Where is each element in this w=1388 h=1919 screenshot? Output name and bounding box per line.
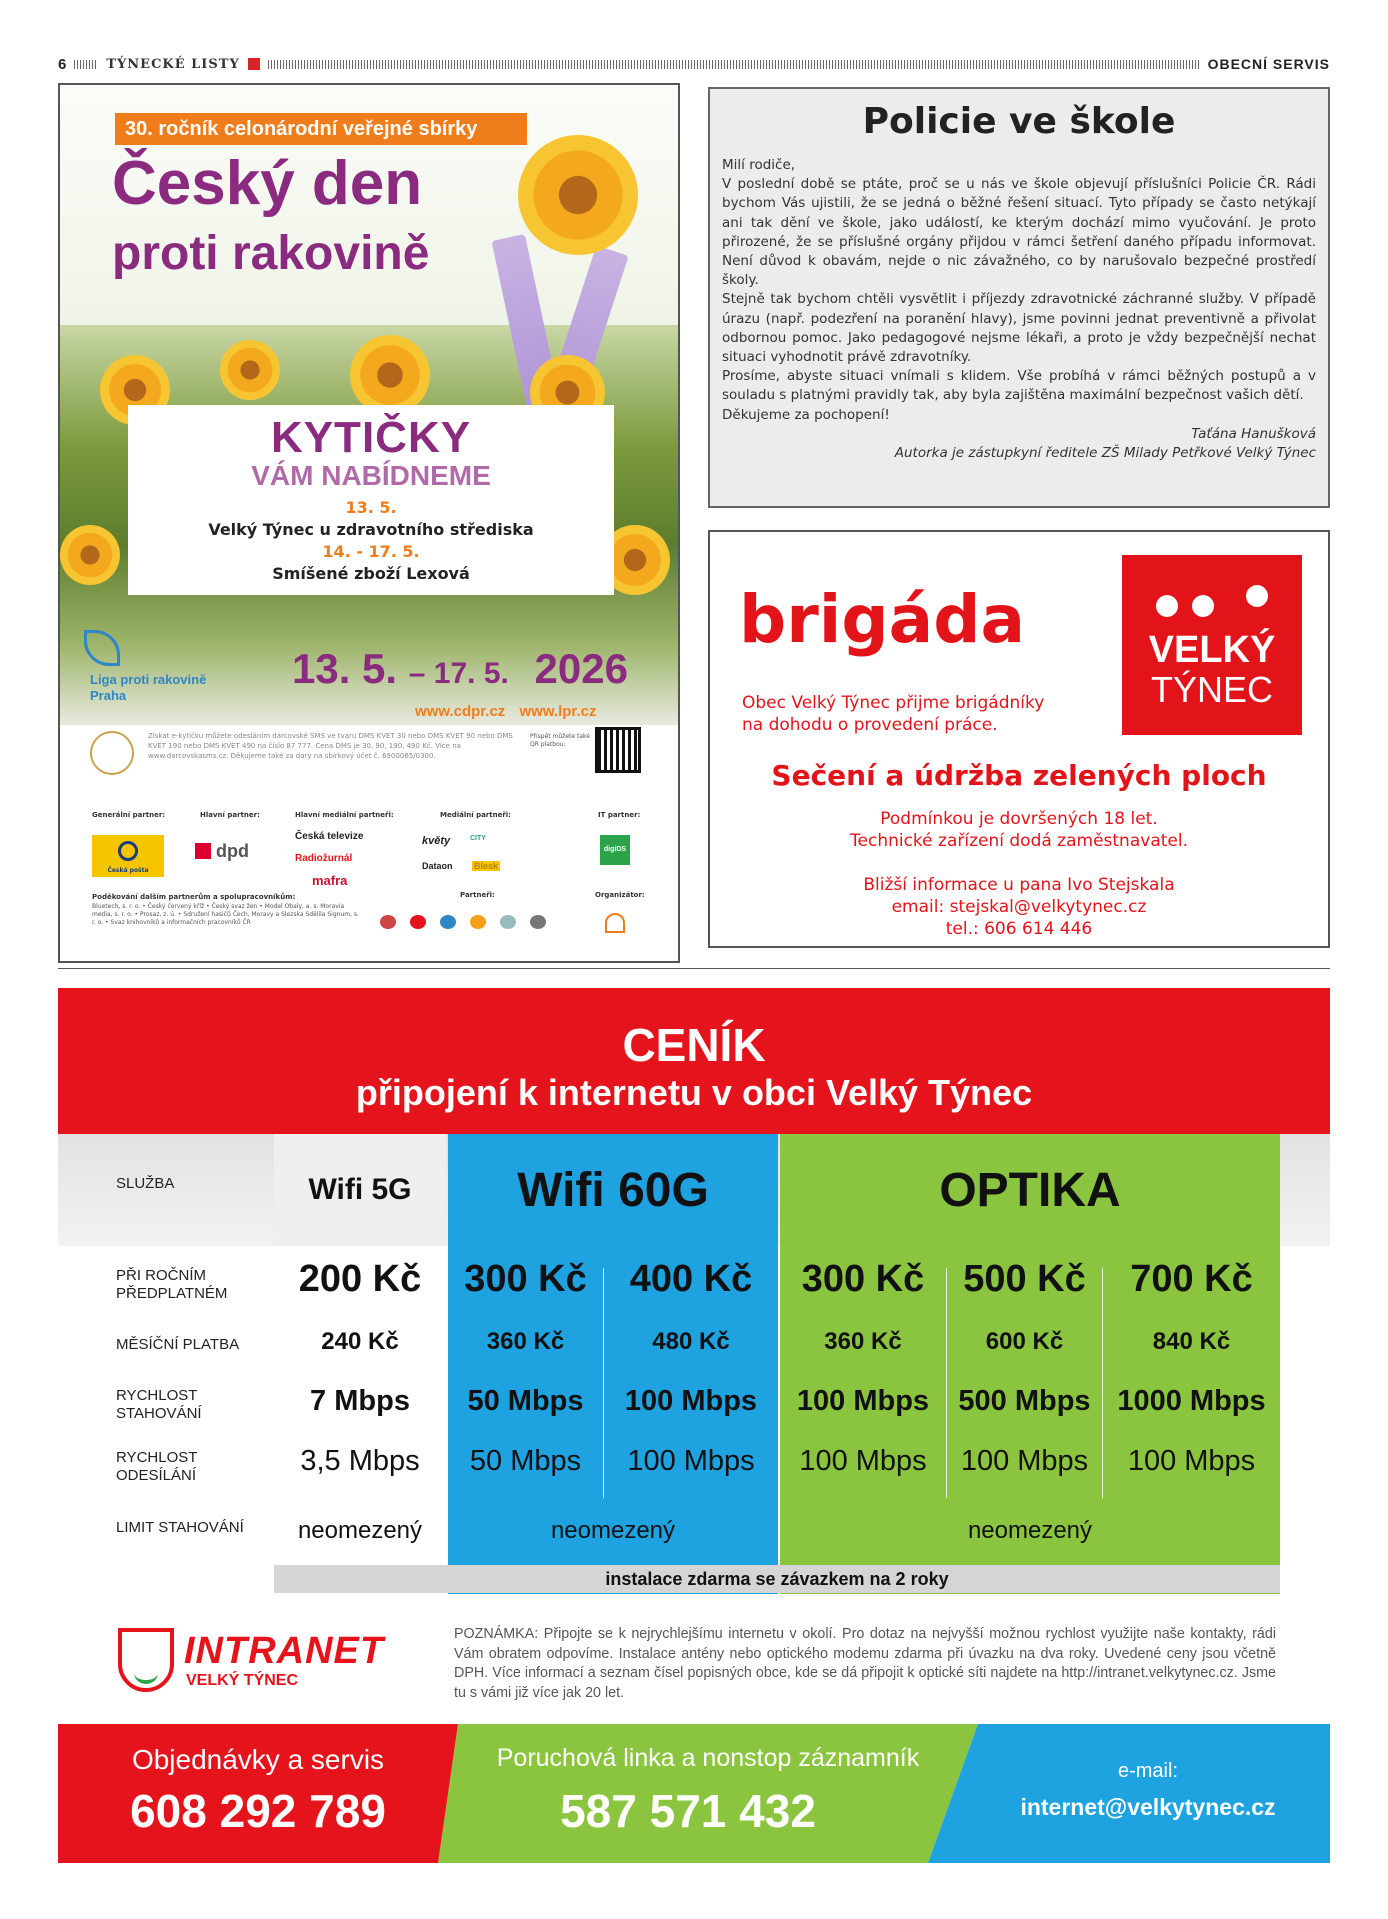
- price-annual: 400 Kč: [629, 1258, 753, 1300]
- dataon-logo: Dataon: [422, 861, 453, 871]
- city-logo: CITY: [470, 835, 486, 842]
- price-monthly: 600 Kč: [985, 1328, 1064, 1355]
- sale-place-1: Velký Týnec u zdravotního střediska: [208, 520, 534, 539]
- fault-phone[interactable]: 587 571 432: [560, 1785, 816, 1837]
- article-author: Taťána Hanušková: [1191, 425, 1316, 442]
- limit-optika: neomezený: [967, 1517, 1093, 1544]
- download-speed: 100 Mbps: [796, 1385, 930, 1417]
- job-contact-phone: tel.: 606 614 446: [945, 919, 1093, 939]
- email-address[interactable]: internet@velkytynec.cz: [1020, 1794, 1276, 1820]
- page-number: 6: [58, 55, 67, 73]
- download-speed: 7 Mbps: [310, 1385, 410, 1417]
- price-annual: 300 Kč: [801, 1258, 925, 1300]
- orders-label: Objednávky a servis: [131, 1744, 385, 1775]
- job-condition-2: Technické zařízení dodá zaměstnavatel.: [850, 831, 1188, 851]
- thanks-text: Bluetech, s. r. o. • Český červený kříž • Český svaz žen • Model Obaly, a. s. Moravia media, s. r. o. • Prosaz, z. ú. • Sdružení hasičů Čech, Moravy a Slezska Sdělila Signum, s. r. o. • Svaz knihovníků a informačních pracovníků ČR: [92, 903, 359, 926]
- service-wifi5: Wifi 5G: [308, 1173, 412, 1206]
- download-speed: 1000 Mbps: [1117, 1385, 1266, 1417]
- internet-price-list: [58, 988, 1330, 1863]
- liga-city: Praha: [90, 688, 127, 703]
- post-horn-icon: [118, 841, 138, 861]
- download-speed: 100 Mbps: [624, 1385, 758, 1417]
- police-article: [708, 87, 1330, 508]
- it-partner-logo: digiDS: [600, 835, 630, 865]
- thanks-label: Poděkování dalším partnerům a spolupracovníkům:: [92, 893, 296, 901]
- job-ad-title: brigáda: [739, 581, 1025, 658]
- partner-icons: [380, 915, 580, 929]
- job-heading: Sečení a údržba zelených ploch: [771, 759, 1267, 792]
- leaf-icon: [84, 630, 120, 666]
- article-body: [722, 156, 1316, 425]
- label-monthly: MĚSÍČNÍ PLATBA: [116, 1336, 240, 1353]
- partners-strip: [60, 795, 678, 963]
- cancer-day-poster: [58, 83, 680, 963]
- service-wifi60: Wifi 60G: [517, 1163, 709, 1217]
- masthead: TÝNECKÉ LISTY: [106, 56, 240, 72]
- partner-icon: [440, 915, 456, 929]
- label-annual-line: PŘEDPLATNÉM: [116, 1285, 228, 1302]
- label-download: [116, 1387, 202, 1423]
- sms-text: Získat e-kytičku můžete odesláním dárcovské SMS ve tvaru DMS KVET 30 nebo DMS KVET 90 nebo DMS KVET 190 nebo DMS KVET 490 na číslo 87 777. Cena DMS je 30, 90, 190, 490 Kč. Více na www.darcovskasms.cz. Děkujeme také za dary na sbírkový účet č. 6900065/0300.: [148, 732, 513, 760]
- mastercard-icon: [470, 915, 486, 929]
- fault-label: Poruchová linka a nonstop záznamník: [496, 1744, 920, 1772]
- masthead-emblem-icon: [248, 58, 260, 70]
- article-paragraph: Děkujeme za pochopení!: [722, 406, 890, 423]
- logo-dot-icon: [1156, 595, 1178, 617]
- upload-speed: 100 Mbps: [960, 1445, 1089, 1477]
- poster-banner: 30. ročník celonárodní veřejné sbírky: [115, 113, 527, 145]
- qr-code-icon: [595, 727, 641, 773]
- article-paragraph: V poslední době se ptáte, proč se u nás ve škole objevují příslušníci Policie ČR. Rádi bychom Vás ujistili, že se jedná o běžné řešení situací. Tyto případy se často netýkají ani tak dění ve škole, jako událostí, ke kterým dochází mimo vyučování. Je proto přirozené, že se příslušné orgány přijdou v rámci šetření daného případu informovat. Není důvod k obavám, nejde o nic závažného, co by narušovalo bezpečné prostředí školy.: [722, 176, 1316, 289]
- marigold-flower-icon: [350, 335, 430, 415]
- partner-icon: [410, 915, 426, 929]
- contact-strip: [58, 1724, 1330, 1863]
- organizer-label: Organizátor:: [595, 891, 645, 899]
- download-speed: 500 Mbps: [958, 1385, 1091, 1417]
- price-annual: 700 Kč: [1130, 1258, 1253, 1300]
- article-title: Policie ve škole: [862, 101, 1176, 142]
- label-annual-line: PŘI ROČNÍM: [116, 1267, 206, 1284]
- limit-wifi60: neomezený: [550, 1517, 676, 1544]
- price-monthly: 240 Kč: [321, 1328, 399, 1355]
- job-ad-subtitle-line: na dohodu o provedení práce.: [742, 715, 998, 735]
- partners-label: Partneři:: [460, 891, 495, 899]
- logo-dot-icon: [1246, 585, 1268, 607]
- url-lpr[interactable]: www.lpr.cz: [519, 703, 597, 720]
- poster-title: Český den: [112, 149, 423, 218]
- upload-speed: 3,5 Mbps: [300, 1445, 420, 1477]
- price-list-subtitle: připojení k internetu v obci Velký Týnec: [355, 1072, 1033, 1113]
- intranet-logo: [118, 1626, 428, 1696]
- job-ad-subtitle-line: Obec Velký Týnec přijme brigádníky: [742, 693, 1045, 713]
- article-paragraph: Milí rodiče,: [722, 157, 796, 173]
- offer-subheading: VÁM NABÍDNEME: [251, 460, 491, 491]
- upload-speed: 100 Mbps: [799, 1445, 927, 1477]
- article-paragraph: Stejně tak bychom chtěli vysvětlit i příjezdy zdravotnické záchranné služby. V případě úrazu (např. podezření na poranění hlavy), jsme povinni jednat preventivně a přivolat odbornou pomoc. Jako pedagogové nejsme lékaři, a proto je vždy bezpečnější nechat situaci vyhodnotit právě zdravotníky.: [722, 291, 1316, 366]
- header-dots: [268, 60, 1200, 69]
- posta-name: Česká pošta: [107, 867, 149, 874]
- event-year: 2026: [534, 645, 628, 692]
- partner-icon: [530, 915, 546, 929]
- email-label: e-mail:: [1117, 1760, 1178, 1782]
- sales-box: [128, 405, 614, 595]
- price-monthly: 840 Kč: [1152, 1328, 1231, 1355]
- it-label: IT partner:: [598, 811, 641, 819]
- intranet-shield-icon: [118, 1628, 174, 1692]
- event-dates: [292, 645, 628, 693]
- price-monthly: 480 Kč: [652, 1328, 730, 1355]
- media-label: Mediální partneři:: [440, 811, 511, 819]
- install-note: instalace zdarma se závazkem na 2 roky: [274, 1565, 1280, 1593]
- price-list-header: [58, 988, 1330, 1134]
- event-date-end: – 17. 5.: [408, 657, 509, 690]
- label-download-line: STAHOVÁNÍ: [116, 1405, 202, 1422]
- price-annual: 500 Kč: [963, 1258, 1086, 1300]
- download-speed: 50 Mbps: [467, 1385, 584, 1417]
- upload-speed: 100 Mbps: [627, 1445, 755, 1477]
- ct-logo: Česká televize: [295, 831, 364, 842]
- dms-logo-icon: [90, 731, 134, 775]
- price-monthly: 360 Kč: [486, 1328, 565, 1355]
- job-contact-email[interactable]: email: stejskal@velkytynec.cz: [891, 897, 1147, 917]
- marigold-flower-icon: [518, 135, 638, 255]
- liga-name: Liga proti rakovině: [90, 672, 207, 687]
- event-date-start: 13. 5.: [292, 645, 398, 692]
- label-download-line: RYCHLOST: [116, 1387, 198, 1404]
- logo-line-1: VELKÝ: [1148, 629, 1276, 671]
- url-cdpr[interactable]: www.cdpr.cz: [415, 703, 506, 720]
- article-author-role: Autorka je zástupkyní ředitele ZŠ Milady Petřkové Velký Týnec: [894, 445, 1316, 462]
- price-list-title: CENÍK: [622, 1019, 766, 1071]
- limit-wifi5: neomezený: [297, 1517, 423, 1544]
- page-header: [58, 55, 1330, 73]
- main-media-label: Hlavní mediální partneři:: [295, 811, 394, 819]
- dpd-logo: [195, 841, 249, 862]
- logo-line-2: TÝNEC: [1150, 669, 1273, 710]
- sale-date-2: 14. - 17. 5.: [322, 542, 420, 561]
- radiozurnal-logo: Radiožurnál: [295, 853, 353, 864]
- orders-phone[interactable]: 608 292 789: [130, 1785, 386, 1837]
- label-annual: [116, 1267, 227, 1303]
- label-upload: [116, 1449, 197, 1485]
- ceska-posta-logo: [92, 835, 164, 877]
- price-annual: 200 Kč: [298, 1258, 422, 1300]
- label-upload-line: ODESÍLÁNÍ: [116, 1467, 197, 1484]
- marigold-flower-icon: [220, 340, 280, 400]
- section-title: OBECNÍ SERVIS: [1207, 56, 1330, 72]
- price-monthly: 360 Kč: [824, 1328, 902, 1355]
- intranet-brand-sub: VELKÝ TÝNEC: [186, 1672, 299, 1689]
- header-dots: [74, 60, 98, 69]
- general-partner-label: Generální partner:: [92, 811, 166, 819]
- logo-dot-icon: [1192, 595, 1214, 617]
- job-ad: [708, 530, 1330, 948]
- sale-date-1: 13. 5.: [345, 498, 397, 517]
- label-upload-line: RYCHLOST: [116, 1449, 198, 1466]
- poster-title-2: proti rakovině: [112, 227, 430, 280]
- intranet-brand: INTRANET: [184, 1630, 385, 1672]
- main-partner-label: Hlavní partner:: [200, 811, 260, 819]
- velky-tynec-logo: [1122, 555, 1302, 735]
- liga-logo: [80, 630, 230, 710]
- partner-icon: [500, 915, 516, 929]
- article-paragraph: Prosíme, abyste situaci vnímali s klidem. Vše probíhá v rámci běžných postupů a v souladu s platnými pravidly tak, aby byla zajištěna maximální bezpečnost vašich dětí.: [722, 368, 1316, 404]
- blesk-logo: Blesk: [474, 861, 499, 871]
- kvety-logo: květy: [422, 835, 451, 847]
- sale-place-2: Smíšené zboží Lexová: [272, 564, 470, 583]
- upload-speed: 50 Mbps: [469, 1445, 582, 1477]
- organizer-logo-icon: [605, 913, 625, 933]
- label-sluzba: SLUŽBA: [116, 1175, 175, 1192]
- sms-donation: [90, 725, 650, 781]
- price-annual: 300 Kč: [464, 1258, 587, 1300]
- job-contact-name: Bližší informace u pana Ivo Stejskala: [863, 875, 1175, 895]
- dpd-cube-icon: [195, 843, 211, 859]
- label-limit: LIMIT STAHOVÁNÍ: [116, 1519, 244, 1536]
- kyticky-heading: KYTIČKY: [270, 413, 472, 462]
- marigold-flower-icon: [60, 525, 120, 585]
- job-ad-subtitle: [742, 692, 1044, 736]
- poster-urls: [415, 703, 596, 720]
- job-condition-1: Podmínkou je dovršených 18 let.: [880, 809, 1158, 829]
- divider: [58, 968, 1330, 969]
- dpd-name: dpd: [216, 841, 250, 861]
- service-optika: OPTIKA: [939, 1163, 1121, 1217]
- qr-label: Přispět můžete také QR platbou:: [530, 733, 590, 748]
- mafra-logo: mafra: [312, 873, 348, 888]
- upload-speed: 100 Mbps: [1127, 1445, 1256, 1477]
- price-list-note: POZNÁMKA: Připojte se k nejrychlejšímu internetu v okolí. Pro dotaz na nejvyšší možnou rychlost využijte naše kontakty, rádi Vám obratem odpovíme. Instalace antény nebo optického modemu zdarma při úvazku na dva roky. Uvedené ceny jsou včetně DPH. Více informací a seznam čísel popisných obce, kde se dá připojit k optické síti najdete na http://intranet.velkytynec.cz. Jsme tu s vámi již více jak 20 let.: [454, 1626, 1276, 1701]
- partner-icon: [380, 915, 396, 929]
